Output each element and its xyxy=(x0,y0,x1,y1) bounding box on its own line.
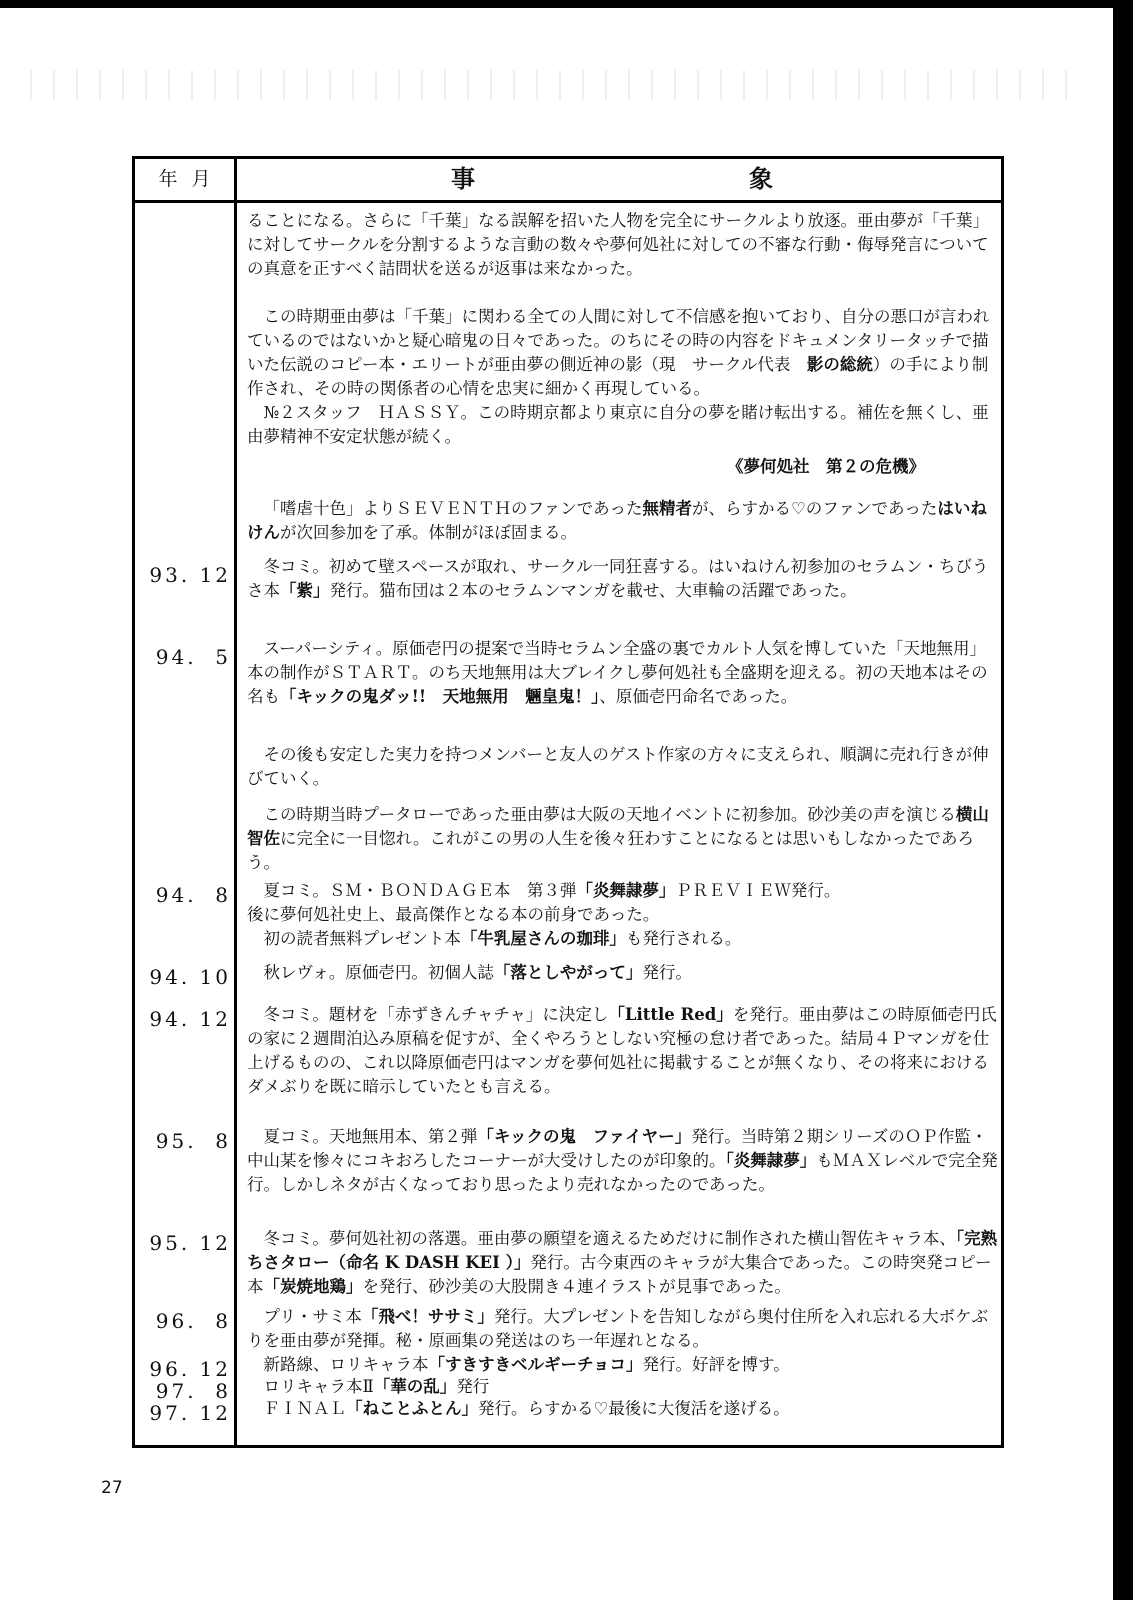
intro-paragraph-4: 「嗜虐十色」よりＳＥＶＥＮＴＨのファンであった無精者が、らすかる♡のファンであったはいねけんが次回参加を了承。体制がほぼ固まる。 xyxy=(247,499,987,542)
chronology-table xyxy=(132,156,1004,1448)
year-label: 95. 12 xyxy=(149,1231,231,1255)
entry-94-8: 夏コミ。ＳＭ・ＢＯＮＤＡＧＥ本 第３弾「炎舞隷夢」ＰＲＥＶＩＥＷ発行。 後に夢何処社史上、最高傑作となる本の前身であった。 初の読者無料プレゼント本「牛乳屋さんの珈琲」も発行される。 xyxy=(247,881,841,948)
entry-94-12: 冬コミ。題材を「赤ずきんチャチャ」に決定し「Little Red」を発行。亜由夢はこの時原価壱円氏の家に２週間泊込み原稿を促すが、全くやろうとしない究極の怠け者であった。結局４Ｐマンガを仕上げるものの、これ以降原価壱円はマンガを夢何処社に掲載することが無くなり、その将来におけるダメぶりを既に暗示していたとも言える。 xyxy=(247,1005,997,1096)
year-label: 97. 8 xyxy=(155,1379,231,1403)
year-label: 95. 8 xyxy=(155,1129,231,1153)
year-label: 97. 12 xyxy=(149,1401,231,1425)
entry-95-12: 冬コミ。夢何処社初の落選。亜由夢の願望を適えるためだけに制作された横山智佐キャラ本、「完熟ちさタロー（命名 K DASH KEI ）」発行。古今東西のキャラが大集合であった。この時突発コピー本「炭焼地鶏」を発行、砂沙美の大股開き４連イラストが見事であった。 xyxy=(247,1229,998,1296)
year-label: 93. 12 xyxy=(149,563,231,587)
entry-94-5-follow-1: その後も安定した実力を持つメンバーと友人のゲスト作家の方々に支えられ、順調に売れ行きが伸びていく。 xyxy=(247,745,989,788)
entry-93-12: 冬コミ。初めて壁スペースが取れ、サークル一同狂喜する。はいねけん初参加のセラムン・ちびうさ本「紫」発行。猫布団は２本のセラムンマンガを載せ、大車輪の活躍であった。 xyxy=(247,557,989,600)
header-event-char-1: 事 xyxy=(451,165,475,193)
entry-94-10: 秋レヴォ。原価壱円。初個人誌「落としやがって」発行。 xyxy=(263,963,692,982)
year-label: 94. 5 xyxy=(155,645,231,669)
entry-94-5: スーパーシティ。原価壱円の提案で当時セラムン全盛の裏でカルト人気を博していた「天地無用」本の制作がＳＴＡＲＴ。のち天地無用は大ブレイクし夢何処社も全盛期を迎える。初の天地本はその名も「キックの鬼ダッ!! 天地無用 魎皇鬼！」、原価壱円命名であった。 xyxy=(247,639,988,706)
table-header xyxy=(135,159,1001,203)
entry-94-5-follow-2: この時期当時プータローであった亜由夢は大阪の天地イベントに初参加。砂沙美の声を演じる横山智佐に完全に一目惚れ。これがこの男の人生を後々狂わすことになるとは思いもしなかったであろう。 xyxy=(247,805,989,872)
scan-top-border xyxy=(0,0,1133,8)
entry-97-8: ロリキャラ本Ⅱ「華の乱」発行 xyxy=(263,1377,490,1396)
intro-paragraph-3: №２スタッフ ＨＡＳＳＹ。この時期京都より東京に自分の夢を賭け転出する。補佐を無くし、亜由夢精神不安定状態が続く。 xyxy=(247,403,989,446)
year-label: 96. 12 xyxy=(149,1357,231,1381)
section-subhead: 《夢何処社 第２の危機》 xyxy=(727,457,925,476)
page-number: 27 xyxy=(101,1478,123,1498)
intro-paragraph-1: ることになる。さらに「千葉」なる誤解を招いた人物を完全にサークルより放逐。亜由夢が「千葉」に対してサークルを分割するような言動の数々や夢何処社に対しての不審な行動・侮辱発言についての真意を正すべく詰問状を送るが返事は来なかった。 xyxy=(247,211,990,278)
entry-95-8: 夏コミ。天地無用本、第２弾「キックの鬼 ファイヤー」発行。当時第２期シリーズのＯＰ作監・中山某を惨々にコキおろしたコーナーが大受けしたのが印象的。「炎舞隷夢」もＭＡＸレベルで完全発行。しかしネタが古くなっており思ったより売れなかったのであった。 xyxy=(247,1127,998,1194)
scan-right-border xyxy=(1113,0,1133,1600)
year-label: 94. 10 xyxy=(149,965,231,989)
intro-paragraph-2: この時期亜由夢は「千葉」に関わる全ての人間に対して不信感を抱いており、自分の悪口が言われているのではないかと疑心暗鬼の日々であった。のちにその時の内容をドキュメンタリータッチで描いた伝説のコピー本・エリートが亜由夢の側近神の影（現 サークル代表 影の総統）の手により制作され、その時の関係者の心情を忠実に細かく再現している。 xyxy=(247,307,990,398)
header-event xyxy=(237,159,1004,200)
year-label: 94. 8 xyxy=(155,883,231,907)
entry-97-12: ＦＩＮＡＬ「ねことふとん」発行。らすかる♡最後に大復活を遂げる。 xyxy=(263,1399,790,1418)
entry-96-12: 新路線、ロリキャラ本「すきすきベルギーチョコ」発行。好評を博す。 xyxy=(263,1355,790,1374)
header-year-month: 年月 xyxy=(158,168,225,190)
entry-96-8: プリ・サミ本「飛べ！ササミ」発行。大プレゼントを告知しながら奥付住所を入れ忘れる大ボケぶりを亜由夢が発揮。秘・原画集の発送はのち一年遅れとなる。 xyxy=(247,1307,989,1350)
header-event-char-2: 象 xyxy=(749,165,773,193)
year-label: 94. 12 xyxy=(149,1007,231,1031)
scan-noise xyxy=(30,70,1070,100)
year-label: 96. 8 xyxy=(155,1309,231,1333)
